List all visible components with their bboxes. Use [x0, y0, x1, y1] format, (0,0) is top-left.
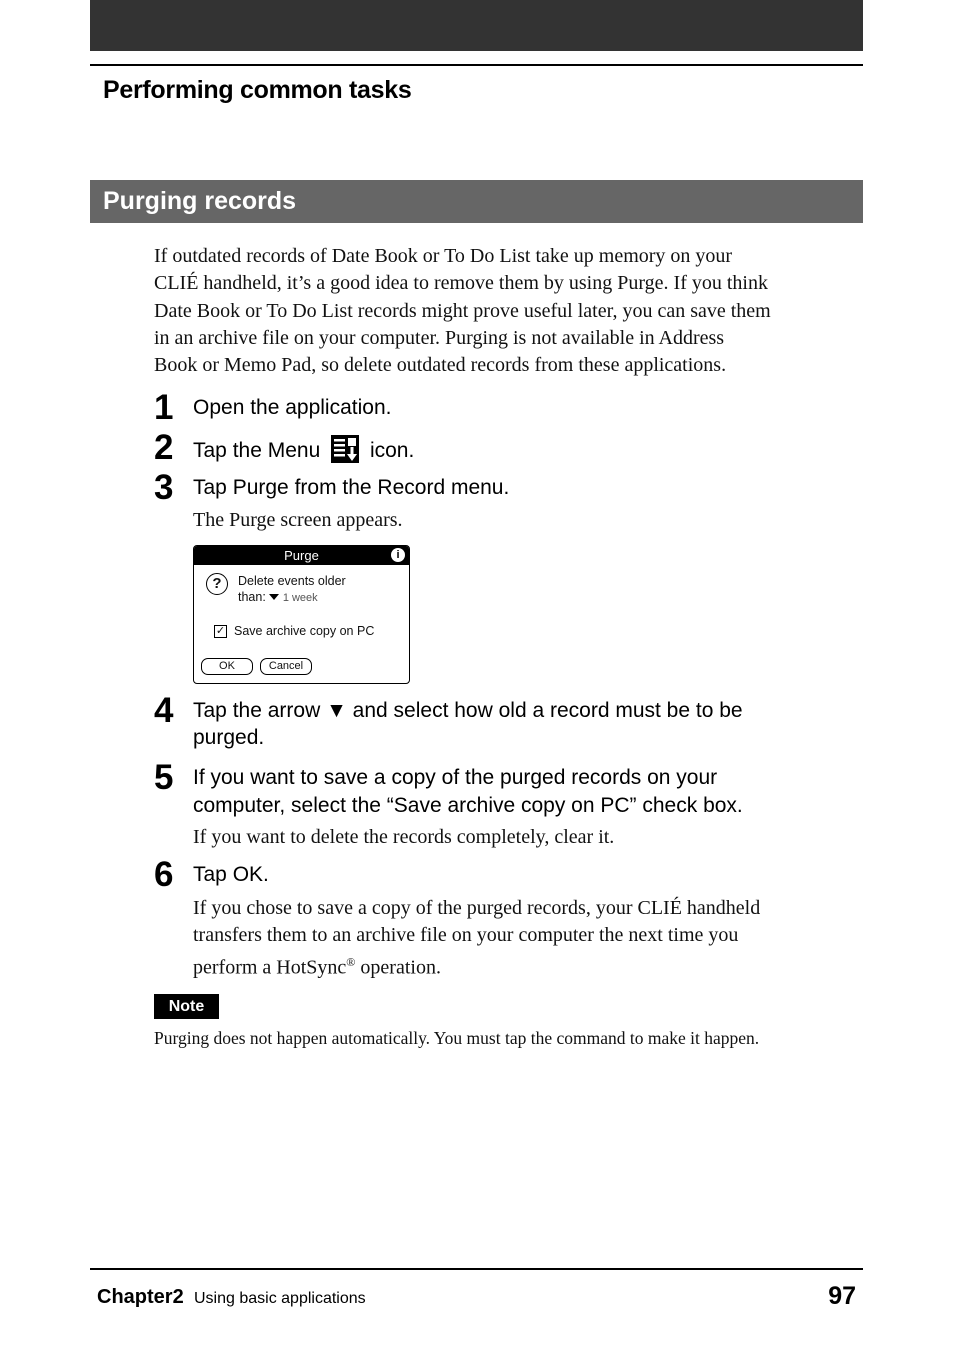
note-badge: Note [154, 994, 219, 1019]
info-icon[interactable]: i [391, 548, 405, 562]
purge-period-row [238, 590, 318, 604]
archive-checkbox[interactable]: ✓ [215, 625, 226, 637]
intro-line: CLIÉ handheld, it’s a good idea to remove them by using Purge. If you think [154, 272, 768, 295]
purge-prompt: Delete events older [238, 574, 346, 588]
intro-paragraph [154, 243, 854, 379]
cancel-button[interactable]: Cancel [260, 658, 312, 675]
step-text: If you want to save a copy of the purged records on your [193, 766, 718, 789]
footer-chapter: Chapter2 [97, 1286, 184, 1308]
step-text: Open the application. [193, 396, 392, 419]
intro-line: If outdated records of Date Book or To Do List take up memory on your [154, 245, 733, 267]
intro-line: in an archive file on your computer. Purging is not available in Address [154, 326, 725, 349]
step-number: 1 [154, 388, 174, 427]
step-text: computer, select the “Save archive copy on PC” check box. [193, 794, 743, 817]
header-bar [90, 0, 863, 51]
section-title: Performing common tasks [103, 76, 412, 104]
step-number: 3 [154, 468, 174, 507]
page-number: 97 [828, 1282, 856, 1310]
archive-checkbox-label: Save archive copy on PC [234, 624, 375, 638]
step-text: Tap OK. [193, 863, 269, 886]
heading-band [90, 180, 863, 223]
step-body: If you want to delete the records completely, clear it. [193, 826, 615, 848]
step-body [193, 949, 441, 982]
step-number: 4 [154, 691, 174, 730]
step-text-part: Tap the Menu [193, 439, 321, 462]
step-number: 2 [154, 428, 174, 467]
period-select[interactable]: 1 week [282, 592, 318, 604]
dropdown-arrow-icon[interactable] [269, 594, 279, 600]
step-text: Tap Purge from the Record menu. [193, 476, 510, 499]
step-body: The Purge screen appears. [193, 509, 403, 531]
purge-title-text: Purge [284, 548, 319, 563]
intro-line: Date Book or To Do List records might prove useful later, you can save them [154, 299, 771, 322]
registered-mark: ® [346, 955, 356, 969]
ok-button[interactable]: OK [201, 658, 253, 675]
step-text: Tap the arrow ▼ and select how old a record must be to be [193, 699, 743, 722]
menu-icon [330, 434, 360, 464]
footer-rule [90, 1268, 863, 1270]
purge-screen [193, 545, 410, 684]
page-heading: Purging records [103, 187, 297, 215]
step-text-part: icon. [369, 439, 415, 462]
step-text: purged. [193, 726, 265, 749]
footer-subtitle: Using basic applications [194, 1290, 366, 1307]
step-number: 5 [154, 758, 174, 797]
step-body-part: operation. [355, 956, 441, 979]
step-body: If you chose to save a copy of the purged records, your CLIÉ handheld [193, 897, 761, 919]
intro-line: Book or Memo Pad, so delete outdated records from these applications. [154, 354, 727, 377]
purge-title [194, 546, 409, 565]
step-text [193, 434, 414, 465]
step-number: 6 [154, 855, 174, 894]
question-icon: ? [206, 573, 228, 595]
period-label: than: [238, 590, 266, 604]
header-rule [90, 64, 863, 66]
step-body-part: perform a HotSync [193, 956, 347, 979]
note-text: Purging does not happen automatically. You must tap the command to make it happen. [154, 1028, 760, 1048]
step-body: transfers them to an archive file on your computer the next time you [193, 924, 739, 946]
